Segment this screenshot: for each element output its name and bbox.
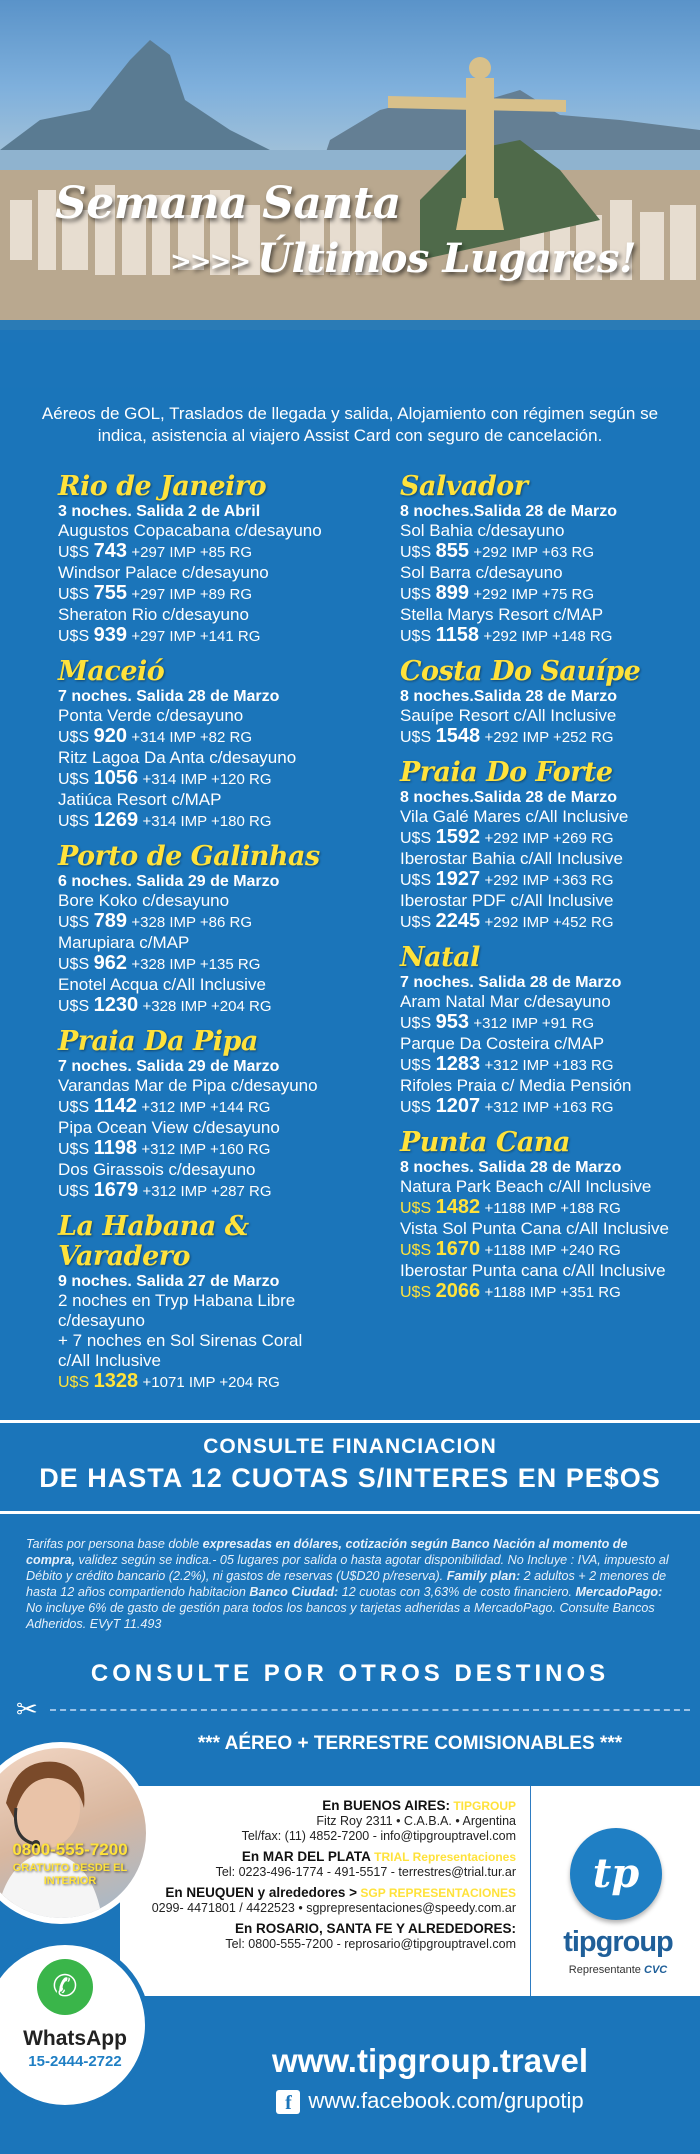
price-line <box>58 726 378 748</box>
destination-duration: 7 noches. Salida 29 de Marzo <box>58 1058 280 1075</box>
destination-name: La Habana & Varadero <box>58 1211 249 1272</box>
price-taxes: +292 IMP +269 RG <box>484 830 614 847</box>
hotel-name: Iberostar Bahia c/All Inclusive <box>400 849 623 868</box>
currency: U$S <box>400 1099 432 1116</box>
destination-name: Natal <box>400 942 480 973</box>
price-taxes: +1188 IMP +188 RG <box>484 1200 621 1217</box>
office-line: Fitz Roy 2311 • C.A.B.A. • Argentina <box>316 1814 516 1828</box>
hotel-name: Windsor Palace c/desayuno <box>58 563 269 582</box>
price-amount: 1142 <box>93 1095 137 1117</box>
price-taxes: +312 IMP +144 RG <box>141 1099 271 1116</box>
currency: U$S <box>400 830 432 847</box>
hotel-name: Natura Park Beach c/All Inclusive <box>400 1177 652 1196</box>
currency: U$S <box>58 729 90 746</box>
price-line <box>58 810 378 832</box>
currency: U$S <box>400 1284 432 1301</box>
price-taxes: +312 IMP +91 RG <box>473 1015 595 1032</box>
destination-punta-cana <box>400 1128 700 1303</box>
whatsapp-number[interactable]: 15-2444-2722 <box>28 2053 122 2070</box>
price-taxes: +297 IMP +85 RG <box>131 544 253 561</box>
terms-part: 12 cuotas con 3,63% de costo financiero. <box>338 1585 576 1599</box>
hotel-name: 2 noches en Tryp Habana Libre c/desayuno <box>58 1291 296 1330</box>
destination-name: Rio de Janeiro <box>58 471 267 502</box>
price-taxes: +1188 IMP +351 RG <box>484 1284 621 1301</box>
hotel-name: Marupiara c/MAP <box>58 933 190 952</box>
price-amount: 1482 <box>435 1196 481 1218</box>
price-line <box>58 1096 378 1118</box>
hero-title: Semana Santa <box>55 178 401 229</box>
terms-text <box>26 1536 678 1632</box>
left-destinations <box>58 472 378 1403</box>
hotel-name: Vila Galé Mares c/All Inclusive <box>400 807 629 826</box>
destination-name: Porto de Galinhas <box>58 841 320 872</box>
destination-duration: 8 noches.Salida 28 de Marzo <box>400 688 617 705</box>
hotel-name: Varandas Mar de Pipa c/desayuno <box>58 1076 318 1095</box>
destination-duration: 8 noches. Salida 28 de Marzo <box>400 1159 622 1176</box>
price-line <box>400 869 700 891</box>
destination-la-habana-varadero <box>58 1212 378 1393</box>
price-amount: 920 <box>93 725 127 747</box>
office-line[interactable]: Tel: 0223-496-1774 - 491-5517 - terrestres@trial.tur.ar <box>215 1865 516 1879</box>
office-line[interactable]: 0299- 4471801 / 4422523 • sgprepresentaciones@speedy.com.ar <box>151 1901 516 1915</box>
price-taxes: +1188 IMP +240 RG <box>484 1242 621 1259</box>
price-amount: 1670 <box>435 1238 481 1260</box>
tipgroup-logo-icon <box>570 1828 662 1920</box>
price-amount: 1592 <box>435 826 481 848</box>
price-line <box>400 827 700 849</box>
currency: U$S <box>58 771 90 788</box>
office-neuquen <box>120 1885 516 1916</box>
price-taxes: +314 IMP +120 RG <box>142 771 272 788</box>
whatsapp-icon: ✆ <box>37 1959 93 2015</box>
destination-duration: 8 noches.Salida 28 de Marzo <box>400 789 617 806</box>
hotel-name: Ritz Lagoa Da Anta c/desayuno <box>58 748 297 767</box>
office-org: TRIAL Representaciones <box>370 1850 516 1864</box>
destination-costa-do-sauipe <box>400 657 700 748</box>
hotel-name: + 7 noches en Sol Sirenas Coral <box>58 1331 303 1350</box>
commissionable-banner: *** AÉREO + TERRESTRE COMISIONABLES *** <box>197 1733 623 1754</box>
hotel-name: Iberostar Punta cana c/All Inclusive <box>400 1261 666 1280</box>
price-taxes: +1071 IMP +204 RG <box>142 1374 280 1391</box>
office-org: SGP REPRESENTACIONES <box>357 1886 516 1900</box>
currency: U$S <box>400 872 432 889</box>
destination-duration: 3 noches. Salida 2 de Abril <box>58 503 261 520</box>
hotel-name: Jatiúca Resort c/MAP <box>58 790 222 809</box>
price-line <box>400 1197 700 1219</box>
price-amount: 1548 <box>435 725 481 747</box>
destination-rio <box>58 472 378 647</box>
price-line <box>58 995 378 1017</box>
hero-subtitle <box>170 235 636 282</box>
office-city: En ROSARIO, SANTA FE Y ALREDEDORES: <box>234 1921 516 1936</box>
currency: U$S <box>58 1099 90 1116</box>
hero-subtitle-text: Últimos Lugares! <box>257 235 637 282</box>
destination-duration: 8 noches.Salida 28 de Marzo <box>400 503 617 520</box>
currency: U$S <box>58 813 90 830</box>
price-taxes: +292 IMP +452 RG <box>484 914 614 931</box>
destination-duration: 6 noches. Salida 29 de Marzo <box>58 873 280 890</box>
currency: U$S <box>400 544 432 561</box>
right-destinations <box>400 472 700 1313</box>
rep-label: Representante <box>568 1964 641 1976</box>
price-amount: 1328 <box>93 1370 139 1392</box>
price-line <box>400 541 700 563</box>
price-line <box>400 911 700 933</box>
hotel-name: Augustos Copacabana c/desayuno <box>58 521 322 540</box>
hotel-name: Bore Koko c/desayuno <box>58 891 230 910</box>
hotel-name: Sol Barra c/desayuno <box>400 563 563 582</box>
office-city: En BUENOS AIRES: <box>322 1798 450 1813</box>
price-taxes: +292 IMP +363 RG <box>484 872 614 889</box>
office-line[interactable]: Tel/fax: (11) 4852-7200 - info@tipgrouptravel.com <box>241 1829 516 1843</box>
currency: U$S <box>400 1242 432 1259</box>
price-amount: 962 <box>93 952 127 974</box>
price-taxes: +314 IMP +180 RG <box>142 813 272 830</box>
price-taxes: +292 IMP +148 RG <box>483 628 613 645</box>
price-line <box>400 1096 700 1118</box>
destination-porto-de-galinhas <box>58 842 378 1017</box>
toll-free-number[interactable]: 0800-555-7200 <box>12 1840 128 1859</box>
price-amount: 1927 <box>435 868 481 890</box>
currency: U$S <box>58 914 90 931</box>
hotel-name: Dos Girassois c/desayuno <box>58 1160 256 1179</box>
currency: U$S <box>58 998 90 1015</box>
currency: U$S <box>58 1141 90 1158</box>
price-line <box>58 911 378 933</box>
scissors-icon: ✂ <box>16 1694 38 1724</box>
destination-name: Costa Do Sauípe <box>400 656 641 687</box>
arrows-decoration: >>>> <box>170 247 250 277</box>
price-amount: 743 <box>93 540 127 562</box>
toll-free-badge <box>0 1742 152 1924</box>
price-amount: 789 <box>93 910 127 932</box>
price-line <box>58 583 378 605</box>
intro-text: Aéreos de GOL, Traslados de llegada y salida, Alojamiento con régimen según se indica, asistencia al viajero Assist Card con seguro de cancelación. <box>41 404 659 445</box>
destination-name: Punta Cana <box>400 1127 571 1158</box>
price-line <box>400 625 700 647</box>
hotel-name: Sauípe Resort c/All Inclusive <box>400 706 617 725</box>
price-taxes: +292 IMP +252 RG <box>484 729 614 746</box>
price-amount: 1207 <box>435 1095 481 1117</box>
hotel-name: Enotel Acqua c/All Inclusive <box>58 975 266 994</box>
cut-line <box>50 1709 690 1711</box>
whatsapp-label: WhatsApp <box>23 2027 127 2050</box>
logo-mark: tp <box>592 1850 640 1897</box>
destination-praia-do-forte <box>400 758 700 933</box>
price-taxes: +297 IMP +141 RG <box>131 628 261 645</box>
office-rosario <box>120 1921 516 1952</box>
destination-praia-da-pipa <box>58 1027 378 1202</box>
price-line <box>400 583 700 605</box>
operator-illustration <box>0 1748 146 1918</box>
price-line <box>58 768 378 790</box>
price-amount: 1283 <box>435 1053 481 1075</box>
financing-band <box>0 1420 700 1514</box>
card-divider <box>530 1786 531 1996</box>
currency: U$S <box>58 586 90 603</box>
tipgroup-wordmark: tipgroup <box>563 1926 673 1958</box>
price-taxes: +312 IMP +160 RG <box>141 1141 271 1158</box>
destination-duration: 9 noches. Salida 27 de Marzo <box>58 1273 280 1290</box>
hotel-name: Aram Natal Mar c/desayuno <box>400 992 611 1011</box>
price-line <box>400 726 700 748</box>
price-taxes: +312 IMP +163 RG <box>484 1099 614 1116</box>
website-link[interactable]: www.tipgroup.travel <box>272 2042 588 2079</box>
currency: U$S <box>400 586 432 603</box>
price-amount: 1158 <box>435 624 479 646</box>
price-line <box>58 1371 378 1393</box>
price-line <box>58 1180 378 1202</box>
currency: U$S <box>400 628 432 645</box>
office-line[interactable]: Tel: 0800-555-7200 - reprosario@tipgrouptravel.com <box>225 1937 516 1951</box>
price-taxes: +328 IMP +204 RG <box>142 998 272 1015</box>
terms-part: Family plan: <box>446 1569 521 1583</box>
destination-duration: 7 noches. Salida 28 de Marzo <box>58 688 280 705</box>
price-line <box>58 625 378 647</box>
price-taxes: +328 IMP +135 RG <box>131 956 261 973</box>
currency: U$S <box>400 729 432 746</box>
office-city: En MAR DEL PLATA <box>241 1849 371 1864</box>
terms-part: Banco Ciudad: <box>249 1585 339 1599</box>
hero-banner <box>0 0 700 400</box>
price-taxes: +292 IMP +75 RG <box>473 586 595 603</box>
facebook-url[interactable]: www.facebook.com/grupotip <box>308 2088 584 2113</box>
price-taxes: +297 IMP +89 RG <box>131 586 253 603</box>
price-amount: 939 <box>93 624 127 646</box>
terms-part: 2 adultos + 2 menores de hasta 12 años compartiendo habitacion <box>26 1569 667 1599</box>
price-amount: 2066 <box>435 1280 481 1302</box>
office-city: En NEUQUEN y alrededores > <box>165 1885 358 1900</box>
price-amount: 953 <box>435 1011 469 1033</box>
destination-duration: 7 noches. Salida 28 de Marzo <box>400 974 622 991</box>
facebook-link[interactable] <box>160 2088 700 2114</box>
rep-brand: CVC <box>644 1964 668 1976</box>
price-line <box>400 1281 700 1303</box>
price-amount: 899 <box>435 582 469 604</box>
hotel-name: Ponta Verde c/desayuno <box>58 706 244 725</box>
price-taxes: +292 IMP +63 RG <box>473 544 595 561</box>
terms-part: Tarifas por persona base doble <box>26 1537 203 1551</box>
hotel-name: Rifoles Praia c/ Media Pensión <box>400 1076 632 1095</box>
currency: U$S <box>58 1183 90 1200</box>
price-line <box>58 1138 378 1160</box>
hotel-name: Stella Marys Resort c/MAP <box>400 605 604 624</box>
office-org: TIPGROUP <box>449 1799 516 1813</box>
destination-maceio <box>58 657 378 832</box>
price-line <box>400 1012 700 1034</box>
destination-natal <box>400 943 700 1118</box>
price-amount: 2245 <box>435 910 481 932</box>
currency: U$S <box>400 914 432 931</box>
destination-name: Praia Do Forte <box>400 757 613 788</box>
price-taxes: +312 IMP +287 RG <box>142 1183 272 1200</box>
destination-salvador <box>400 472 700 647</box>
price-taxes: +312 IMP +183 RG <box>484 1057 614 1074</box>
price-line <box>58 953 378 975</box>
price-taxes: +328 IMP +86 RG <box>131 914 253 931</box>
currency: U$S <box>58 544 90 561</box>
price-amount: 1198 <box>93 1137 137 1159</box>
price-amount: 855 <box>435 540 469 562</box>
currency: U$S <box>400 1015 432 1032</box>
price-line <box>400 1054 700 1076</box>
currency: U$S <box>400 1057 432 1074</box>
price-amount: 1056 <box>93 767 139 789</box>
other-destinations-heading: CONSULTE POR OTROS DESTINOS <box>90 1660 610 1687</box>
hotel-name: Parque Da Costeira c/MAP <box>400 1034 605 1053</box>
representative-label <box>548 1964 688 1976</box>
price-taxes: +314 IMP +82 RG <box>131 729 253 746</box>
price-amount: 1679 <box>93 1179 139 1201</box>
price-line <box>58 541 378 563</box>
currency: U$S <box>58 628 90 645</box>
terms-part: No incluye 6% de gasto de gestión para todos los bancos y tarjetas adheridas a MercadoPago. Consulte Bancos Adheridos. EVyT 11.493 <box>26 1601 655 1631</box>
currency: U$S <box>58 956 90 973</box>
price-amount: 755 <box>93 582 127 604</box>
price-amount: 1269 <box>93 809 139 831</box>
financing-line-2: DE HASTA 12 CUOTAS S/INTERES EN PE$OS <box>39 1463 661 1493</box>
hotel-name: Sol Bahia c/desayuno <box>400 521 565 540</box>
destination-name: Praia Da Pipa <box>58 1026 258 1057</box>
office-mar-del-plata <box>120 1849 516 1880</box>
offices-list <box>120 1798 516 1957</box>
hotel-name: Vista Sol Punta Cana c/All Inclusive <box>400 1219 669 1238</box>
hotel-name: c/All Inclusive <box>58 1351 161 1370</box>
toll-free-label: GRATUITO DESDE EL INTERIOR <box>12 1862 128 1887</box>
terms-part: expresadas en dólares, cotización según Banco Nación al momento de compra, <box>26 1537 628 1567</box>
terms-part: MercadoPago: <box>575 1585 663 1599</box>
office-buenos-aires <box>120 1798 516 1844</box>
hotel-name: Iberostar PDF c/All Inclusive <box>400 891 614 910</box>
hotel-name: Sheraton Rio c/desayuno <box>58 605 249 624</box>
destination-name: Maceió <box>58 656 165 687</box>
financing-line-1: CONSULTE FINANCIACION <box>203 1435 497 1458</box>
contact-card <box>120 1786 700 1996</box>
terms-part: validez según se indica.- 05 lugares por salida o hasta agotar disponibilidad. No Incluye : IVA, impuesto al Débito y crédito bancario (2.2%), ni gastos de reservas (U$D20 p/reserva). <box>26 1553 669 1583</box>
currency: U$S <box>58 1374 90 1391</box>
hotel-name: Pipa Ocean View c/desayuno <box>58 1118 280 1137</box>
price-amount: 1230 <box>93 994 139 1016</box>
price-line <box>400 1239 700 1261</box>
facebook-icon: f <box>276 2090 300 2114</box>
currency: U$S <box>400 1200 432 1217</box>
destination-name: Salvador <box>400 471 528 502</box>
